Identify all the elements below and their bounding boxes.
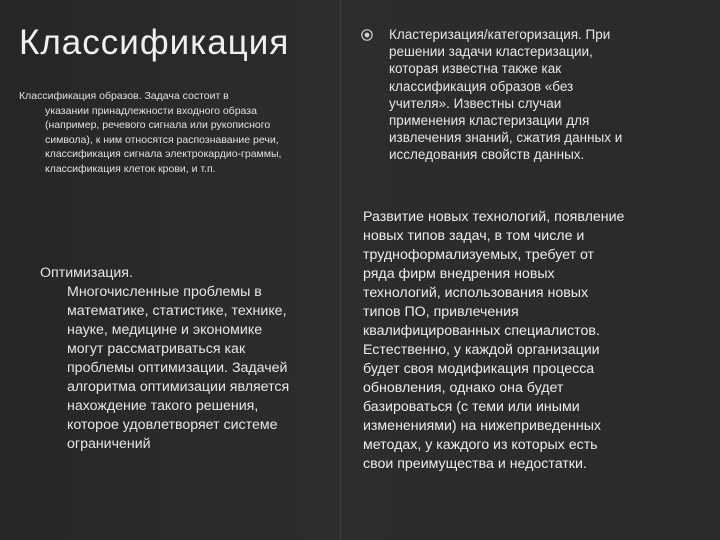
classification-text-first: Классификация образов. Задача состоит в [19, 90, 229, 102]
clustering-paragraph: Кластеризация/категоризация. При решении задачи кластеризации, которая известна также как классификация образов «без учителя». Известны случаи применения кластеризации для извлечения знаний, сжатия данных и исследования свойств данных. [389, 27, 623, 163]
classification-text-rest: указании принадлежности входного образа (например, речевого сигнала или рукописного символа), к ним относятся распознавание речи, классификация сигнала электрокардио-граммы, классификация клеток крови, и т.п. [45, 104, 282, 175]
slide-title: Классификация [19, 23, 290, 62]
circled-bullet-icon [360, 28, 374, 42]
optimization-text: Многочисленные проблемы в математике, статистике, технике, науке, медицине и экономике могут рассматриваться как проблемы оптимизации. Задачей алгоритма оптимизации является нахождение такого решения, которое удовлетворяет системе ограничений [67, 284, 290, 452]
optimization-paragraph [40, 264, 290, 454]
left-column [0, 0, 340, 540]
development-paragraph: Развитие новых технологий, появление новых типов задач, в том числе и трудноформализуемых, требует от ряда фирм внедрения новых технологий, использования новых типов ПО, привлечения квалифицированных специалистов. Естественно, у каждой организации будет своя модификация процесса обновления, однако она будет базироваться (с теми или иными изменениями) на нижеприведенных методах, у каждого из которых есть свои преимущества и недостатки. [363, 209, 625, 472]
column-divider [340, 0, 341, 540]
classification-paragraph [19, 89, 289, 176]
optimization-heading: Оптимизация. [40, 265, 133, 281]
